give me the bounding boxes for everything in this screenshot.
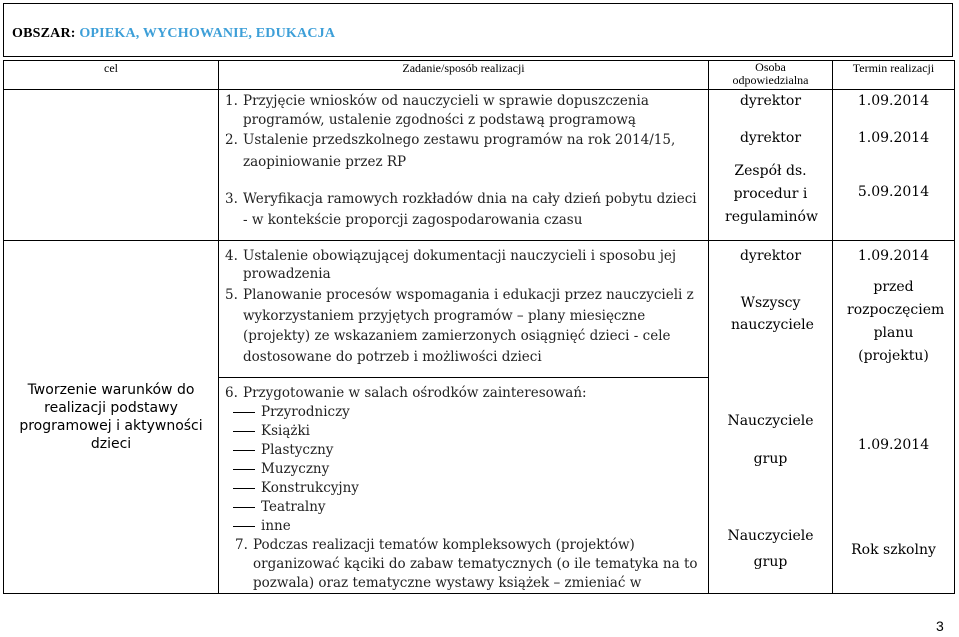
page-number: 3 xyxy=(936,618,944,634)
center-item: Książki xyxy=(233,422,700,441)
task-item-3: 3. Weryfikacja ramowych rozkładów dnia na cały dzień pobytu dzieci - w kontekście proporcji zagospodarowania czasu xyxy=(225,191,697,228)
centers-list xyxy=(233,403,700,536)
term-7: Rok szkolny xyxy=(851,542,936,558)
tasks-cell-2 xyxy=(219,241,709,594)
task-item-6: 6. Przygotowanie w salach ośrodków zainteresowań: Przyrodniczy Książki Plastyczny Muzyczny Konstrukcyjny Teatralny inne xyxy=(219,378,708,536)
responsible-2: dyrektor xyxy=(739,130,802,146)
area-name: OPIEKA, WYCHOWANIE, EDUKACJA xyxy=(79,26,336,41)
term-1: 1.09.2014 xyxy=(857,93,930,109)
term-6: 1.09.2014 xyxy=(857,437,930,453)
term-2: 1.09.2014 xyxy=(857,130,930,146)
column-header-goal: cel xyxy=(4,61,219,90)
tasks-cell-1 xyxy=(219,90,709,241)
responsible-7: Nauczyciele grup xyxy=(727,528,814,570)
responsible-cell-1 xyxy=(709,90,833,241)
table-row-group-1 xyxy=(4,90,955,241)
table-header-row xyxy=(4,61,955,90)
task-item-4: 4. Ustalenie obowiązującej dokumentacji nauczycieli i sposobu jej prowadzenia xyxy=(225,248,677,282)
center-item: Konstrukcyjny xyxy=(233,479,700,498)
goal-cell-empty xyxy=(4,90,219,241)
responsible-1: dyrektor xyxy=(739,93,802,109)
goal-cell: Tworzenie warunków do realizacji podstawy programowej i aktywności dzieci xyxy=(4,241,219,594)
task-item-5: 5. Planowanie procesów wspomagania i edukacji przez nauczycieli z wykorzystaniem przyjętych programów – plany miesięczne (projekty) ze wskazaniem zamierzonych osiągnięć dzieci - cele dostosowane do potrzeb i możliwości dzieci xyxy=(225,287,694,365)
column-header-term: Termin realizacji xyxy=(833,61,955,90)
responsible-4: dyrektor xyxy=(739,248,802,264)
term-cell-1 xyxy=(833,90,955,241)
term-4: 1.09.2014 xyxy=(857,248,930,264)
term-cell-2 xyxy=(833,241,955,594)
center-item: inne xyxy=(233,517,700,536)
term-5: przed rozpoczęciem planu (projektu) xyxy=(847,279,945,364)
area-label: OBSZAR: xyxy=(12,26,76,41)
responsible-header-line2: odpowiedzialna xyxy=(732,73,809,87)
column-header-responsible xyxy=(709,61,833,90)
center-item: Przyrodniczy xyxy=(233,403,700,422)
task-item-2: 2. Ustalenie przedszkolnego zestawu programów na rok 2014/15, zaopiniowanie przez RP xyxy=(225,132,676,170)
term-3: 5.09.2014 xyxy=(857,184,930,200)
area-title xyxy=(12,26,335,42)
center-item: Muzyczny xyxy=(233,460,700,479)
responsible-3: Zespół ds. procedur i regulaminów xyxy=(725,163,818,225)
plan-table xyxy=(3,60,955,594)
center-item: Teatralny xyxy=(233,498,700,517)
task-item-7: 7. Podczas realizacji tematów kompleksowych (projektów) organizować kąciki do zabaw tematycznych (o ile tematyka na to pozwala) oraz tematyczne wystawy książek – zmieniać w xyxy=(235,537,698,591)
responsible-cell-2 xyxy=(709,241,833,594)
table-row-group-2 xyxy=(4,241,955,594)
responsible-5: Wszyscy nauczyciele xyxy=(731,295,814,333)
center-item: Plastyczny xyxy=(233,441,700,460)
area-header xyxy=(3,3,953,57)
responsible-header-line1: Osoba xyxy=(755,60,786,74)
task-item-1: 1. Przyjęcie wniosków od nauczycieli w sprawie dopuszczenia programów, ustalenie zgodności z podstawą programową xyxy=(225,93,649,128)
column-header-task: Zadanie/sposób realizacji xyxy=(219,61,709,90)
responsible-6: Nauczyciele grup xyxy=(727,413,814,467)
